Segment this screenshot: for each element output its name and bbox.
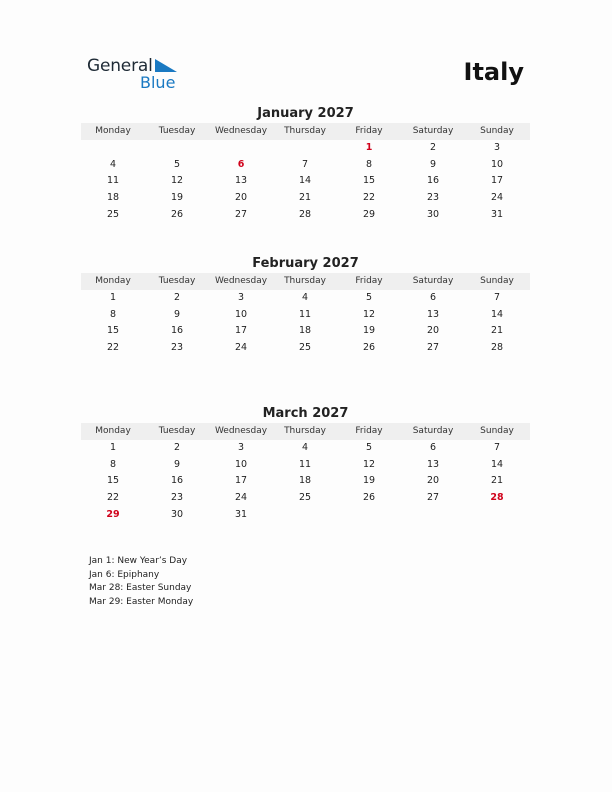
day-cell: 16	[170, 325, 184, 337]
day-cell: 27	[426, 492, 440, 504]
empty-day-cell	[273, 140, 337, 157]
weekday-header: Thursday	[284, 426, 326, 436]
empty-day-cell	[337, 507, 401, 524]
day-cell: 11	[106, 175, 120, 187]
week-row	[81, 207, 530, 224]
weekday-header: Monday	[95, 276, 131, 286]
weekday-header: Wednesday	[214, 426, 268, 436]
day-cell: 10	[234, 308, 248, 320]
day-cell: 26	[170, 208, 184, 220]
day-cell: 21	[490, 325, 504, 337]
day-cell: 16	[426, 175, 440, 187]
week-row	[81, 323, 530, 340]
day-cell: 4	[301, 292, 309, 303]
day-cell: 28	[298, 208, 312, 220]
day-cell: 2	[173, 442, 181, 453]
day-cell: 12	[362, 458, 376, 470]
week-row	[81, 190, 530, 207]
weekday-header-row	[81, 123, 530, 140]
day-cell: 10	[490, 158, 504, 170]
day-cell: 5	[365, 292, 373, 303]
weekday-header-row	[81, 273, 530, 290]
weekday-header: Friday	[355, 426, 383, 436]
day-cell: 29	[106, 508, 120, 520]
day-cell: 9	[429, 158, 437, 170]
holiday-notes	[89, 555, 193, 610]
weekday-header: Thursday	[284, 276, 326, 286]
day-cell: 15	[106, 475, 120, 487]
day-cell: 31	[490, 208, 504, 220]
day-cell: 20	[234, 192, 248, 204]
day-cell: 15	[106, 325, 120, 337]
logo-text-blue: Blue	[140, 73, 176, 92]
weekday-header: Saturday	[412, 126, 454, 136]
day-cell: 25	[298, 342, 312, 354]
weekday-header: Sunday	[480, 276, 514, 286]
week-row	[81, 440, 530, 457]
day-cell: 31	[234, 508, 248, 520]
holiday-note: Mar 28: Easter Sunday	[89, 583, 192, 594]
day-cell: 27	[234, 208, 248, 220]
logo-text-general: General	[87, 56, 153, 76]
day-cell: 28	[490, 342, 504, 354]
week-row	[81, 457, 530, 474]
holiday-note: Jan 1: New Year’s Day	[89, 556, 188, 566]
month-calendar	[81, 106, 530, 223]
day-cell: 24	[490, 192, 504, 204]
day-cell: 17	[490, 175, 504, 187]
weekday-header: Saturday	[412, 276, 454, 286]
day-cell: 18	[298, 325, 312, 337]
week-row	[81, 307, 530, 324]
day-cell: 22	[106, 342, 120, 354]
country-title: Italy	[463, 58, 524, 86]
day-cell: 10	[234, 458, 248, 470]
day-cell: 19	[170, 192, 184, 204]
day-cell: 30	[170, 508, 184, 520]
day-cell: 12	[362, 308, 376, 320]
weekday-header: Sunday	[480, 426, 514, 436]
day-cell: 13	[234, 175, 248, 187]
day-cell: 27	[426, 342, 440, 354]
weekday-header: Monday	[95, 126, 131, 136]
day-cell: 18	[298, 475, 312, 487]
day-cell: 8	[109, 308, 117, 320]
weekday-header: Tuesday	[158, 126, 196, 136]
day-cell: 25	[298, 492, 312, 504]
week-row	[81, 157, 530, 174]
empty-day-cell	[465, 507, 529, 524]
weekday-header: Sunday	[480, 126, 514, 136]
day-cell: 2	[429, 142, 437, 153]
month-title: March 2027	[262, 406, 349, 421]
weekday-header: Wednesday	[214, 126, 268, 136]
day-cell: 29	[362, 208, 376, 220]
day-cell: 12	[170, 175, 184, 187]
empty-day-cell	[81, 140, 145, 157]
day-cell: 7	[301, 158, 309, 170]
day-cell: 13	[426, 458, 440, 470]
week-row	[81, 290, 530, 307]
day-cell: 17	[234, 325, 248, 337]
day-cell: 8	[109, 458, 117, 470]
empty-day-cell	[273, 507, 337, 524]
day-cell: 8	[365, 158, 373, 170]
day-cell: 1	[109, 442, 117, 453]
month-calendar	[81, 256, 530, 357]
day-cell: 6	[429, 292, 437, 303]
month-title: January 2027	[257, 106, 354, 121]
day-cell: 25	[106, 208, 120, 220]
holiday-note: Mar 29: Easter Monday	[89, 597, 194, 608]
day-cell: 1	[365, 142, 373, 153]
day-cell: 19	[362, 475, 376, 487]
weekday-header: Friday	[355, 126, 383, 136]
logo-flag-icon	[153, 58, 177, 72]
day-cell: 26	[362, 342, 376, 354]
day-cell: 5	[173, 158, 181, 170]
day-cell: 24	[234, 342, 248, 354]
weekday-header: Friday	[355, 276, 383, 286]
day-cell: 14	[298, 175, 312, 187]
day-cell: 1	[109, 292, 117, 303]
day-cell: 13	[426, 308, 440, 320]
day-cell: 9	[173, 458, 181, 470]
day-cell: 21	[298, 192, 312, 204]
day-cell: 11	[298, 308, 312, 320]
day-cell: 15	[362, 175, 376, 187]
day-cell: 3	[493, 142, 501, 153]
weekday-header: Thursday	[284, 126, 326, 136]
day-cell: 16	[170, 475, 184, 487]
empty-day-cell	[209, 140, 273, 157]
day-cell: 22	[106, 492, 120, 504]
weekday-header: Monday	[95, 426, 131, 436]
week-row	[81, 140, 530, 157]
day-cell: 28	[490, 492, 504, 504]
holiday-note: Jan 6: Epiphany	[89, 569, 160, 580]
day-cell: 3	[237, 442, 245, 453]
day-cell: 17	[234, 475, 248, 487]
weekday-header: Saturday	[412, 426, 454, 436]
day-cell: 21	[490, 475, 504, 487]
generalblue-logo	[87, 56, 187, 92]
day-cell: 14	[490, 308, 504, 320]
week-row	[81, 340, 530, 357]
weekday-header: Wednesday	[214, 276, 268, 286]
day-cell: 5	[365, 442, 373, 453]
week-row	[81, 473, 530, 490]
day-cell: 6	[237, 158, 245, 170]
day-cell: 7	[493, 442, 501, 453]
day-cell: 19	[362, 325, 376, 337]
day-cell: 23	[170, 342, 184, 354]
week-row	[81, 507, 530, 524]
day-cell: 14	[490, 458, 504, 470]
week-row	[81, 490, 530, 507]
day-cell: 4	[301, 442, 309, 453]
empty-day-cell	[401, 507, 465, 524]
day-cell: 22	[362, 192, 376, 204]
week-row	[81, 173, 530, 190]
day-cell: 6	[429, 442, 437, 453]
month-calendar	[81, 406, 530, 523]
day-cell: 4	[109, 158, 117, 170]
weekday-header: Tuesday	[158, 276, 196, 286]
day-cell: 11	[298, 458, 312, 470]
empty-day-cell	[145, 140, 209, 157]
weekday-header: Tuesday	[158, 426, 196, 436]
day-cell: 20	[426, 475, 440, 487]
month-title: February 2027	[252, 256, 359, 271]
day-cell: 26	[362, 492, 376, 504]
day-cell: 23	[170, 492, 184, 504]
day-cell: 23	[426, 192, 440, 204]
day-cell: 3	[237, 292, 245, 303]
weekday-header-row	[81, 423, 530, 440]
day-cell: 2	[173, 292, 181, 303]
day-cell: 20	[426, 325, 440, 337]
day-cell: 30	[426, 208, 440, 220]
day-cell: 7	[493, 292, 501, 303]
day-cell: 18	[106, 192, 120, 204]
day-cell: 24	[234, 492, 248, 504]
day-cell: 9	[173, 308, 181, 320]
